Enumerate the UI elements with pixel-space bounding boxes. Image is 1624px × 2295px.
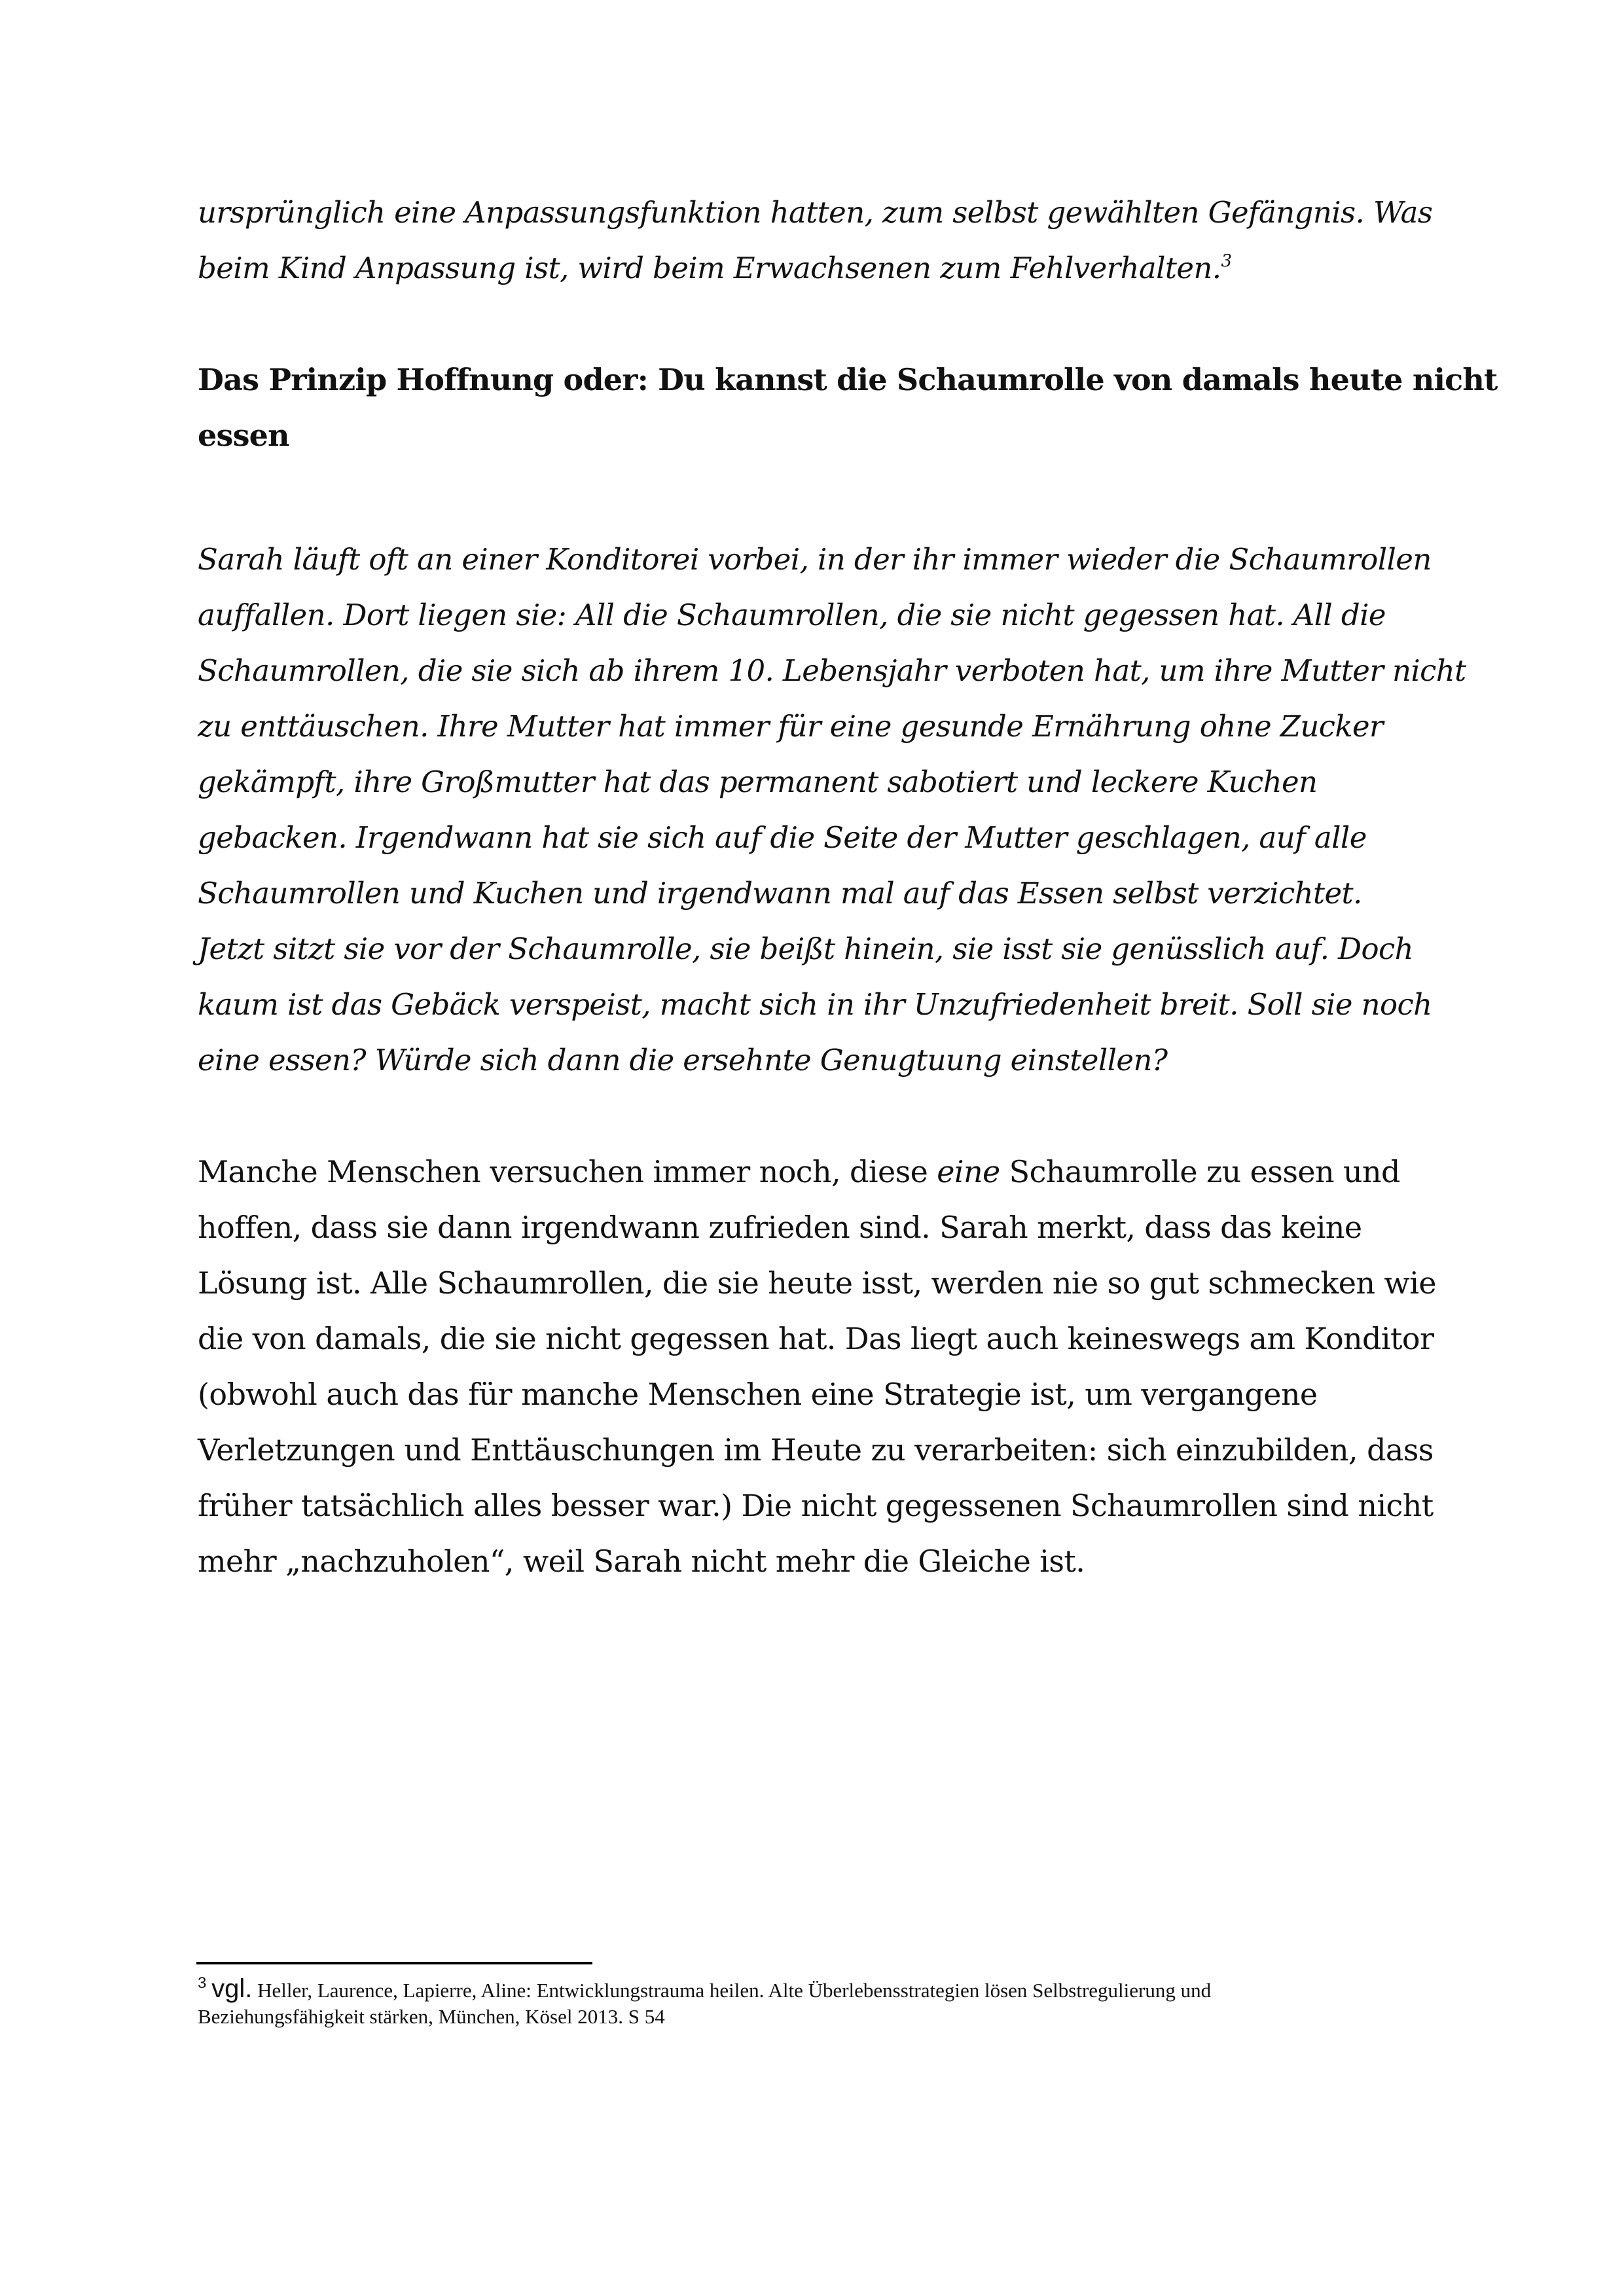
text-line xyxy=(198,240,1441,296)
text-line: (obwohl auch das für manche Menschen eine Strategie ist, um vergangene xyxy=(198,1377,1318,1412)
text-line: Schaumrollen, die sie sich ab ihrem 10. Lebensjahr verboten hat, um ihre Mutter nicht xyxy=(198,653,1466,688)
footnote-reference[interactable]: 3 xyxy=(1221,251,1232,271)
intro-paragraph xyxy=(198,185,1441,296)
footnote-separator xyxy=(196,1962,592,1964)
heading-line: essen xyxy=(198,418,289,453)
text-line: kaum ist das Gebäck verspeist, macht sich in ihr Unzufriedenheit breit. Soll sie noch xyxy=(198,987,1432,1022)
text-line: Lösung ist. Alle Schaumrollen, die sie heute isst, werden nie so gut schmecken wie xyxy=(198,1265,1436,1301)
footnote-number: 3 xyxy=(198,1974,207,1992)
text-line: gebacken. Irgendwann hat sie sich auf die Seite der Mutter geschlagen, auf alle xyxy=(198,820,1367,855)
section-heading xyxy=(198,352,1498,463)
text-line: ursprünglich eine Anpassungsfunktion hatten, zum selbst gewählten Gefängnis. Was xyxy=(198,195,1433,230)
footnote-line xyxy=(198,1976,1441,2004)
heading-line: Das Prinzip Hoffnung oder: Du kannst die Schaumrolle von damals heute nicht xyxy=(198,362,1498,397)
footnote-line: Beziehungsfähigkeit stärken, München, Kösel 2013. S 54 xyxy=(198,2005,665,2028)
body-paragraph xyxy=(198,1144,1441,1589)
text-line: Sarah läuft oft an einer Konditorei vorbei, in der ihr immer wieder die Schaumrollen xyxy=(198,542,1432,577)
text-line: zu enttäuschen. Ihre Mutter hat immer für eine gesunde Ernährung ohne Zucker xyxy=(198,709,1383,744)
text-line: gekämpft, ihre Großmutter hat das permanent sabotiert und leckere Kuchen xyxy=(198,765,1318,799)
text-line: die von damals, die sie nicht gegessen hat. Das liegt auch keineswegs am Konditor xyxy=(198,1321,1434,1356)
text-segment: Manche Menschen versuchen immer noch, diese xyxy=(198,1154,937,1189)
footnote xyxy=(198,1976,1441,2030)
text-line: auffallen. Dort liegen sie: All die Schaumrollen, die sie nicht gegessen hat. All die xyxy=(198,598,1386,632)
text-line: mehr „nachzuholen“, weil Sarah nicht mehr die Gleiche ist. xyxy=(198,1544,1085,1579)
text-line: eine essen? Würde sich dann die ersehnte Genugtuung einstellen? xyxy=(198,1043,1168,1077)
text-line: früher tatsächlich alles besser war.) Die nicht gegessenen Schaumrollen sind nicht xyxy=(198,1488,1434,1523)
story-paragraph xyxy=(198,532,1466,1088)
text-line-content: beim Kind Anpassung ist, wird beim Erwachsenen zum Fehlverhalten. xyxy=(198,251,1221,285)
emphasis-text: eine xyxy=(937,1154,1000,1189)
text-line: hoffen, dass sie dann irgendwann zufrieden sind. Sarah merkt, dass das keine xyxy=(198,1210,1362,1245)
text-line xyxy=(198,1144,1441,1200)
text-segment: Schaumrolle zu essen und xyxy=(1000,1154,1400,1189)
footnote-citation: Heller, Laurence, Lapierre, Aline: Entwicklungstrauma heilen. Alte Überlebensstrategien lösen Selbstregulierung und xyxy=(252,1979,1212,2002)
text-line: Schaumrollen und Kuchen und irgendwann mal auf das Essen selbst verzichtet. xyxy=(198,876,1362,911)
text-line: Verletzungen und Enttäuschungen im Heute zu verarbeiten: sich einzubilden, dass xyxy=(198,1432,1434,1468)
footnote-prefix: vgl. xyxy=(211,1974,253,2003)
text-line: Jetzt sitzt sie vor der Schaumrolle, sie beißt hinein, sie isst sie genüsslich auf. Doch xyxy=(198,931,1413,966)
